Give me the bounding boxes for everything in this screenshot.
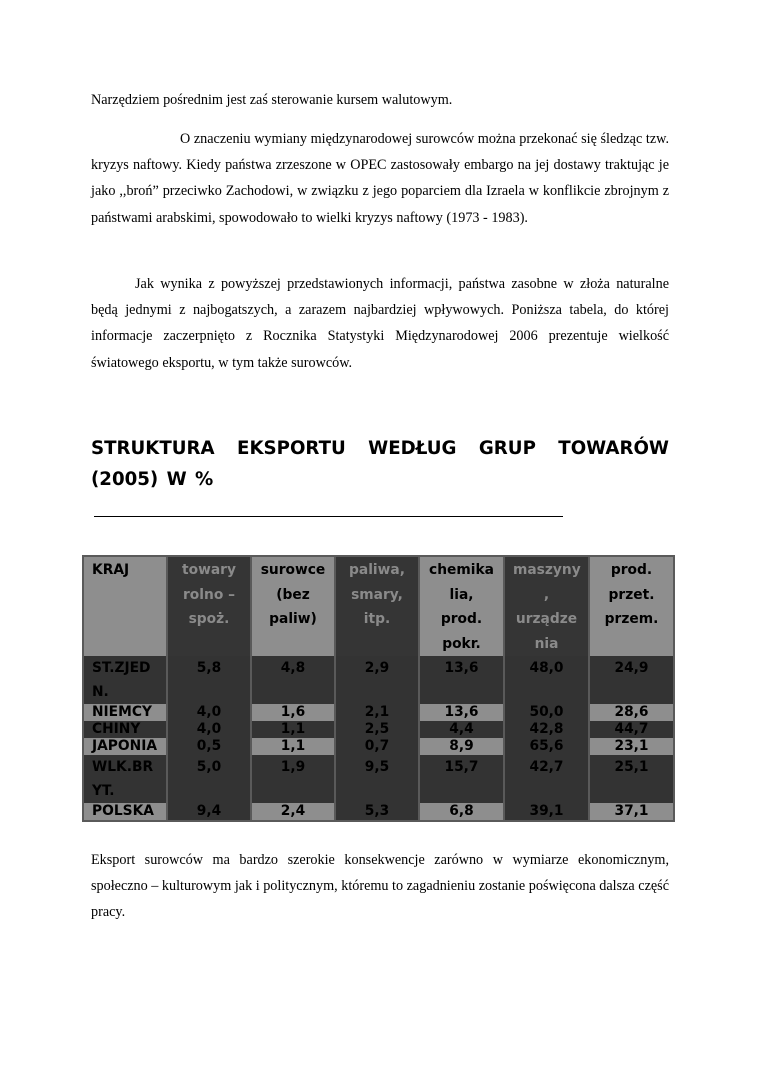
- value-cell: 6,8: [419, 803, 504, 821]
- country-cell: ST.ZJED N.: [83, 656, 167, 704]
- table-title: STRUKTURA EKSPORTU WEDŁUG GRUP TOWARÓW (2005) W %: [91, 438, 669, 490]
- value-cell: 23,1: [589, 738, 674, 755]
- title-underline: [94, 516, 563, 517]
- value-cell: 9,4: [167, 803, 251, 821]
- value-cell: 25,1: [589, 755, 674, 803]
- value-cell: 1,1: [251, 721, 335, 738]
- paragraph-consequences: Eksport surowców ma bardzo szerokie konsekwencje zarówno w wymiarze ekonomicznym, społeczno – kulturowym jak i politycznym, któremu to zagadnieniu zostanie poświęcona dalsza część pracy.: [91, 852, 669, 921]
- value-cell: 44,7: [589, 721, 674, 738]
- header-chemicals: chemika lia, prod. pokr.: [419, 556, 504, 656]
- value-cell: 4,8: [251, 656, 335, 704]
- value-cell: 5,0: [167, 755, 251, 803]
- table-row-poland: [83, 803, 674, 821]
- value-cell: 13,6: [419, 656, 504, 704]
- export-structure-table: [82, 555, 675, 822]
- table-row-japan: [83, 738, 674, 755]
- table-row-usa: [83, 656, 674, 704]
- value-cell: 1,9: [251, 755, 335, 803]
- country-cell: NIEMCY: [83, 704, 167, 721]
- value-cell: 2,5: [335, 721, 419, 738]
- value-cell: 42,7: [504, 755, 589, 803]
- header-machinery: maszyny , urządze nia: [504, 556, 589, 656]
- value-cell: 5,8: [167, 656, 251, 704]
- header-fuels: paliwa, smary, itp.: [335, 556, 419, 656]
- country-cell: JAPONIA: [83, 738, 167, 755]
- table-row-germany: [83, 704, 674, 721]
- paragraph-oil-crisis: O znaczeniu wymiany międzynarodowej surowców można przekonać się śledząc tzw. kryzys naftowy. Kiedy państwa zrzeszone w OPEC zastosowały embargo na jej dostawy traktując je jako ,,broń” przeciwko Zachodowi, w związku z jego poparciem dla Izraela w konflikcie zbrojnym z państwami arabskimi, spowodowało to wielki kryzys naftowy (1973 - 1983).: [91, 131, 669, 226]
- country-cell: WLK.BR YT.: [83, 755, 167, 803]
- value-cell: 50,0: [504, 704, 589, 721]
- paragraph-resource-wealth: Jak wynika z powyższej przedstawionych informacji, państwa zasobne w złoża naturalne będą jednymi z najbogatszych, a zarazem najbardziej wpływowych. Poniższa tabela, do której informacje zaczerpnięto z Rocznika Statystyki Międzynarodowej 2006 prezentuje wielkość światowego eksportu, w tym także surowców.: [91, 276, 669, 371]
- country-cell: CHINY: [83, 721, 167, 738]
- value-cell: 1,1: [251, 738, 335, 755]
- value-cell: 9,5: [335, 755, 419, 803]
- value-cell: 4,0: [167, 704, 251, 721]
- value-cell: 42,8: [504, 721, 589, 738]
- table-header-row: [83, 556, 674, 656]
- value-cell: 13,6: [419, 704, 504, 721]
- paragraph-exchange-rate: Narzędziem pośrednim jest zaś sterowanie kursem walutowym.: [91, 92, 453, 108]
- value-cell: 4,4: [419, 721, 504, 738]
- value-cell: 65,6: [504, 738, 589, 755]
- value-cell: 24,9: [589, 656, 674, 704]
- value-cell: 8,9: [419, 738, 504, 755]
- value-cell: 0,7: [335, 738, 419, 755]
- table-row-uk: [83, 755, 674, 803]
- value-cell: 0,5: [167, 738, 251, 755]
- value-cell: 2,9: [335, 656, 419, 704]
- value-cell: 1,6: [251, 704, 335, 721]
- header-agri-food: towary rolno – spoż.: [167, 556, 251, 656]
- value-cell: 39,1: [504, 803, 589, 821]
- value-cell: 2,4: [251, 803, 335, 821]
- value-cell: 37,1: [589, 803, 674, 821]
- header-country: KRAJ: [83, 556, 167, 656]
- value-cell: 48,0: [504, 656, 589, 704]
- table-row-china: [83, 721, 674, 738]
- value-cell: 5,3: [335, 803, 419, 821]
- header-raw-materials: surowce (bez paliw): [251, 556, 335, 656]
- country-cell: POLSKA: [83, 803, 167, 821]
- header-manufactured: prod. przet. przem.: [589, 556, 674, 656]
- value-cell: 15,7: [419, 755, 504, 803]
- value-cell: 28,6: [589, 704, 674, 721]
- value-cell: 4,0: [167, 721, 251, 738]
- value-cell: 2,1: [335, 704, 419, 721]
